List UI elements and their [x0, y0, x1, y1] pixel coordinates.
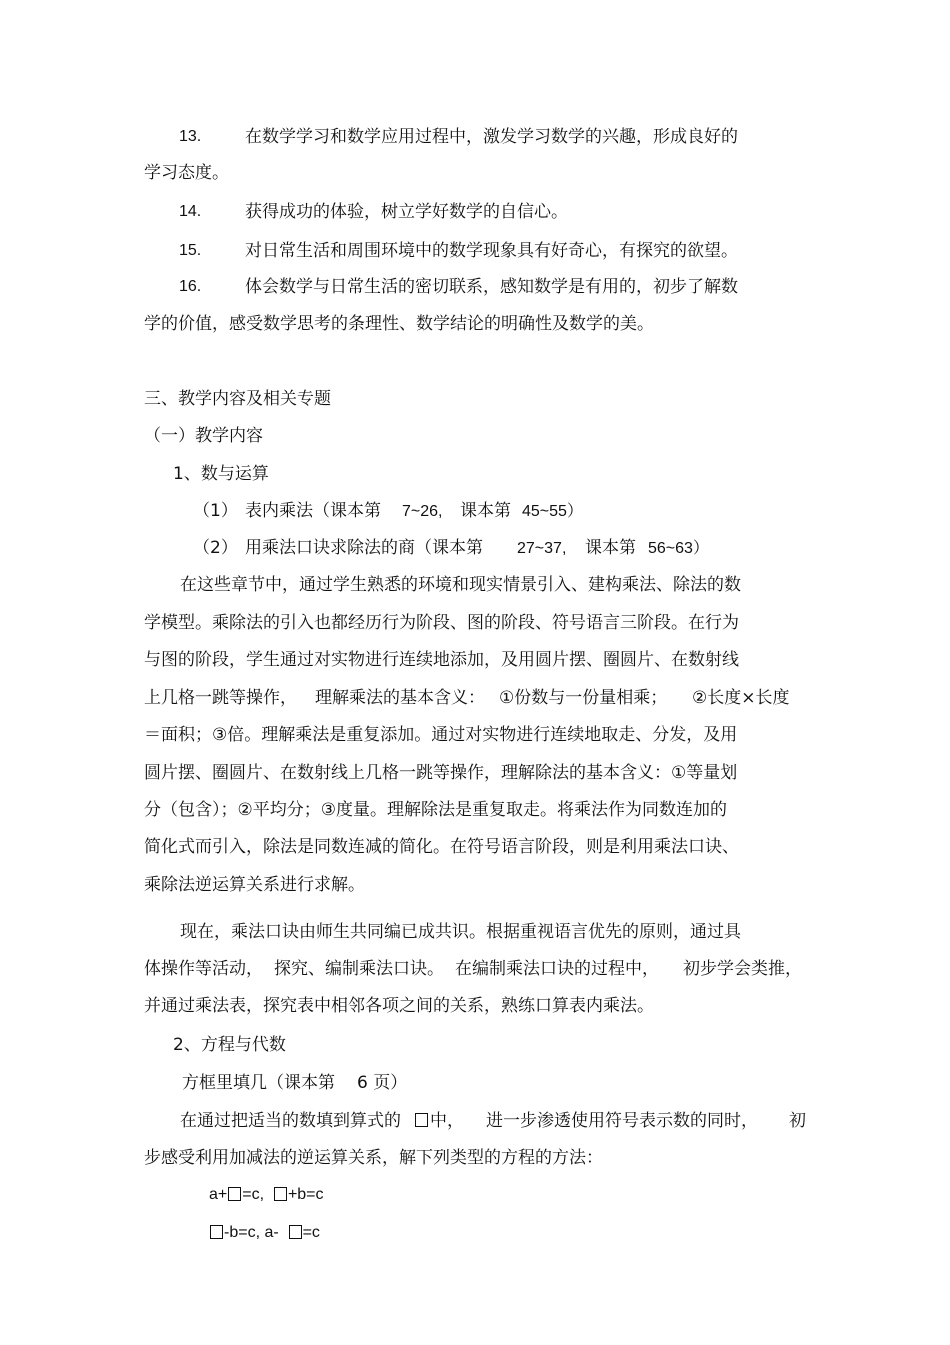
blank-box-icon	[289, 1225, 302, 1239]
item-text-continued: 学的价值，感受数学思考的条理性、数学结论的明确性及数学的美。	[144, 314, 654, 334]
section-title: 三、教学内容及相关专题	[144, 389, 331, 409]
item-number: 14.	[179, 203, 202, 220]
paragraph-line: 在通过把适当的数填到算式的	[180, 1111, 401, 1131]
item-text: 在数学学习和数学应用过程中，激发学习数学的兴趣，形成良好的	[245, 127, 738, 147]
heading-equations-algebra: 2、方程与代数	[173, 1035, 286, 1055]
topic-text: 方框里填几（课本第	[182, 1073, 335, 1093]
equation-part: a+	[209, 1186, 228, 1203]
paragraph-line: ＝面积；③倍。理解乘法是重复添加。通过对实物进行连续地取走、分发，及用	[144, 725, 738, 745]
paragraph-line: 分（包含）；②平均分；③度量。理解除法是重复取走。将乘法作为同数连加的	[144, 800, 727, 820]
equation-line	[209, 1222, 320, 1244]
blank-box-icon	[274, 1187, 287, 1201]
topic-text: 课本第	[585, 538, 636, 558]
paragraph-line: 理解乘法的基本含义：	[315, 688, 485, 708]
paragraph-line: 体操作等活动，	[144, 959, 263, 979]
topic-pages: 7~26,	[402, 503, 443, 520]
blank-box-icon	[210, 1225, 223, 1239]
blank-box-icon	[415, 1113, 428, 1127]
topic-number: （1）	[193, 501, 238, 521]
paragraph-line: 并通过乘法表，探究表中相邻各项之间的关系，熟练口算表内乘法。	[144, 996, 654, 1016]
paragraph-line: ②长度×长度	[692, 688, 790, 708]
subsection-title: （一）教学内容	[144, 426, 263, 446]
paragraph-line: 简化式而引入，除法是同数连减的简化。在符号语言阶段，则是利用乘法口诀、	[144, 837, 739, 857]
item-number: 15.	[179, 242, 202, 259]
topic-pages: 45~55）	[522, 503, 583, 520]
paragraph-line: 步感受利用加减法的逆运算关系，解下列类型的方程的方法：	[144, 1148, 603, 1168]
item-number: 13.	[179, 128, 202, 145]
item-text: 体会数学与日常生活的密切联系，感知数学是有用的，初步了解数	[245, 277, 738, 297]
topic-pages: 27~37,	[517, 540, 567, 557]
item-text-continued: 学习态度。	[144, 163, 229, 183]
item-text: 对日常生活和周围环境中的数学现象具有好奇心，有探究的欲望。	[245, 241, 738, 261]
paragraph-line: ①份数与一份量相乘；	[499, 688, 668, 708]
paragraph-line: 初	[789, 1111, 806, 1131]
paragraph-line: 探究、编制乘法口诀。	[274, 959, 444, 979]
topic-pages: 56~63）	[648, 540, 709, 557]
paragraph-line: 初步学会类推，	[683, 959, 802, 979]
topic-text: 课本第	[460, 501, 511, 521]
topic-text: 表内乘法（课本第	[245, 501, 381, 521]
equation-part: +b=c	[287, 1186, 324, 1203]
paragraph-line: 中，	[430, 1111, 464, 1131]
item-text: 获得成功的体验，树立学好数学的自信心。	[245, 202, 568, 222]
paragraph-line: 与图的阶段，学生通过对实物进行连续地添加，及用圆片摆、圈圆片、在数射线	[144, 650, 739, 670]
paragraph-line: 圆片摆、圈圆片、在数射线上几格一跳等操作，理解除法的基本含义：①等量划	[144, 763, 738, 783]
equation-part: -b=c, a-	[224, 1224, 279, 1241]
equation-line	[209, 1184, 324, 1206]
item-number: 16.	[179, 278, 202, 295]
heading-number-operations: 1、数与运算	[173, 464, 269, 484]
paragraph-line: 乘除法逆运算关系进行求解。	[144, 875, 365, 895]
paragraph-line: 上几格一跳等操作，	[144, 688, 297, 708]
paragraph-line: 在这些章节中，通过学生熟悉的环境和现实情景引入、建构乘法、除法的数	[180, 575, 741, 595]
equation-part: =c,	[242, 1186, 265, 1203]
paragraph-line: 现在，乘法口诀由师生共同编已成共识。根据重视语言优先的原则，通过具	[180, 922, 741, 942]
paragraph-line: 在编制乘法口诀的过程中，	[455, 959, 659, 979]
blank-box-icon	[228, 1187, 241, 1201]
paragraph-line: 学模型。乘除法的引入也都经历行为阶段、图的阶段、符号语言三阶段。在行为	[144, 613, 739, 633]
paragraph-line: 进一步渗透使用符号表示数的同时，	[486, 1111, 758, 1131]
topic-number: （2）	[193, 538, 238, 558]
topic-text: 用乘法口诀求除法的商（课本第	[245, 538, 483, 558]
topic-pages: 6 页）	[357, 1073, 408, 1093]
equation-part: =c	[302, 1224, 320, 1241]
